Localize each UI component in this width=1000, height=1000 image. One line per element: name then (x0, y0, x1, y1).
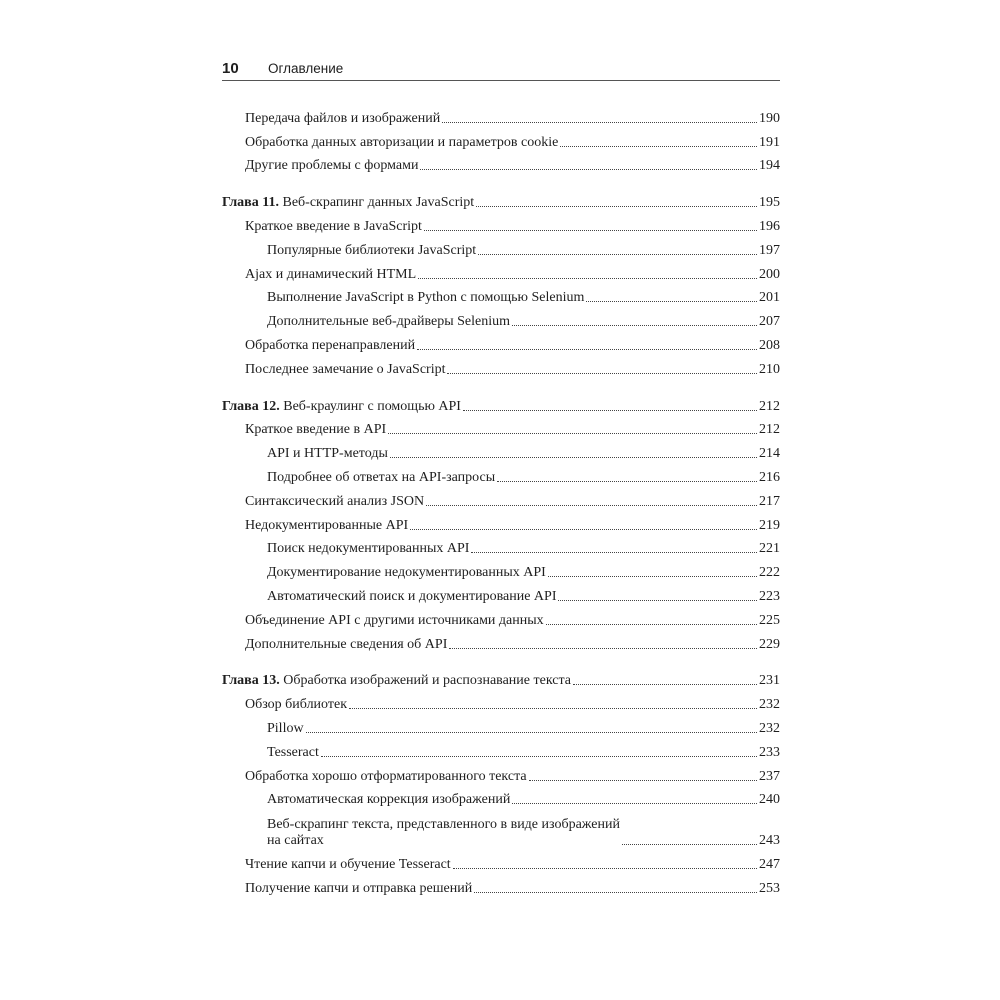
toc-entry (222, 629, 780, 653)
toc-entry-title: Другие проблемы с формами (245, 158, 419, 174)
toc-entry-title: Обработка данных авторизации и параметров cookie (245, 134, 559, 150)
toc-entry-page: 214 (759, 446, 780, 462)
toc-entry-title: Автоматический поиск и документирование API (267, 588, 557, 604)
toc-entry (222, 510, 780, 534)
toc-entry-page: 247 (759, 857, 780, 873)
dot-leader (474, 892, 757, 893)
chapter-title (222, 399, 461, 415)
toc-entry-page: 222 (759, 565, 780, 581)
toc-entry (222, 557, 780, 581)
page-number: 10 (222, 60, 239, 77)
toc-entry-title: Подробнее об ответах на API-запросы (267, 469, 496, 485)
toc-entry-title: Автоматическая коррекция изображений (267, 792, 511, 808)
dot-leader (529, 780, 757, 781)
toc-entry-page: 229 (759, 636, 780, 652)
toc-entry-page: 197 (759, 242, 780, 258)
toc-entry (222, 581, 780, 605)
toc-entry-title: Получение капчи и отправка решений (245, 880, 473, 896)
dot-leader (546, 624, 757, 625)
toc-entry-page: 191 (759, 134, 780, 150)
toc-entry-page: 243 (759, 833, 780, 849)
dot-leader (442, 122, 757, 123)
table-of-contents (222, 103, 780, 897)
toc-entry-page: 225 (759, 612, 780, 628)
toc-entry (222, 127, 780, 151)
dot-leader (306, 732, 757, 733)
dot-leader (548, 576, 757, 577)
dot-leader (449, 648, 757, 649)
toc-entry-page: 253 (759, 880, 780, 896)
toc-entry-page: 232 (759, 720, 780, 736)
toc-entry-page: 208 (759, 337, 780, 353)
toc-entry (222, 849, 780, 873)
toc-entry-page: 194 (759, 158, 780, 174)
dot-leader (471, 552, 757, 553)
toc-entry (222, 713, 780, 737)
toc-entry (222, 808, 780, 849)
dot-leader (478, 254, 757, 255)
dot-leader (463, 410, 757, 411)
toc-chapter-11 (222, 187, 780, 211)
chapter-name: Веб-краулинг с помощью API (279, 398, 461, 414)
dot-leader (388, 433, 757, 434)
dot-leader (497, 481, 757, 482)
toc-chapter-12 (222, 391, 780, 415)
toc-entry-page: 201 (759, 290, 780, 306)
toc-entry (222, 211, 780, 235)
toc-entry-title: Tesseract (267, 744, 319, 760)
toc-entry-title: Выполнение JavaScript в Python с помощью Selenium (267, 290, 585, 306)
chapter-title (222, 195, 474, 211)
toc-entry-title: Дополнительные веб-драйверы Selenium (267, 314, 511, 330)
toc-entry-page: 237 (759, 768, 780, 784)
toc-entry-title: Последнее замечание о JavaScript (245, 361, 446, 377)
dot-leader (586, 301, 757, 302)
dot-leader (622, 844, 757, 845)
toc-entry-page: 190 (759, 110, 780, 126)
toc-entry (222, 486, 780, 510)
toc-entry (222, 737, 780, 761)
toc-entry (222, 873, 780, 897)
toc-entry (222, 259, 780, 283)
dot-leader (558, 600, 757, 601)
toc-entry (222, 761, 780, 785)
toc-chapter-13 (222, 666, 780, 690)
toc-entry (222, 462, 780, 486)
toc-entry (222, 330, 780, 354)
toc-entry (222, 354, 780, 378)
toc-entry (222, 415, 780, 439)
toc-entry (222, 306, 780, 330)
toc-entry-title (267, 817, 620, 849)
chapter-name: Веб-скрапинг данных JavaScript (278, 195, 475, 211)
toc-entry (222, 689, 780, 713)
toc-entry-title-line-1: Веб-скрапинг текста, представленного в виде изображений (267, 817, 620, 833)
dot-leader (512, 803, 757, 804)
toc-entry-page: 196 (759, 218, 780, 234)
toc-entry-title: Pillow (267, 720, 304, 736)
toc-entry (222, 605, 780, 629)
dot-leader (573, 684, 757, 685)
toc-entry-page: 233 (759, 744, 780, 760)
toc-entry-title: Недокументированные API (245, 517, 409, 533)
toc-entry-page: 195 (759, 195, 780, 211)
toc-entry (222, 534, 780, 558)
chapter-title (222, 673, 571, 689)
dot-leader (349, 708, 757, 709)
toc-entry-title: Обработка перенаправлений (245, 337, 416, 353)
chapter-name: Обработка изображений и распознавание текста (279, 673, 572, 689)
toc-entry-title: Дополнительные сведения об API (245, 636, 448, 652)
dot-leader (390, 457, 757, 458)
dot-leader (476, 206, 757, 207)
running-title: Оглавление (268, 61, 344, 76)
dot-leader (420, 169, 757, 170)
toc-entry-page: 212 (759, 398, 780, 414)
toc-entry-title: Популярные библиотеки JavaScript (267, 242, 477, 258)
dot-leader (560, 146, 757, 147)
toc-entry-page: 200 (759, 266, 780, 282)
chapter-label: Глава 12. (222, 398, 280, 414)
toc-entry-page: 207 (759, 314, 780, 330)
toc-entry (222, 438, 780, 462)
toc-entry-title: API и HTTP-методы (267, 446, 388, 462)
toc-entry (222, 151, 780, 175)
toc-entry (222, 283, 780, 307)
toc-entry-title: Документирование недокументированных API (267, 565, 546, 581)
dot-leader (447, 373, 757, 374)
toc-entry-title: Объединение API с другими источниками данных (245, 612, 544, 628)
toc-entry-page: 240 (759, 792, 780, 808)
toc-entry-page: 232 (759, 697, 780, 713)
toc-entry (222, 235, 780, 259)
dot-leader (417, 349, 757, 350)
toc-entry-title: Синтаксический анализ JSON (245, 493, 425, 509)
dot-leader (418, 278, 757, 279)
toc-entry-title: Краткое введение в API (245, 422, 387, 438)
toc-entry (222, 785, 780, 809)
toc-entry-title: Поиск недокументированных API (267, 541, 470, 557)
dot-leader (453, 868, 757, 869)
dot-leader (426, 505, 757, 506)
toc-entry-page: 223 (759, 588, 780, 604)
toc-entry-page: 221 (759, 541, 780, 557)
running-header (222, 58, 780, 81)
toc-entry-page: 219 (759, 517, 780, 533)
toc-entry-page: 210 (759, 361, 780, 377)
dot-leader (424, 230, 757, 231)
toc-entry-title: Обработка хорошо отформатированного текста (245, 768, 527, 784)
chapter-label: Глава 13. (222, 673, 280, 689)
chapter-label: Глава 11. (222, 195, 279, 211)
toc-entry-title: Ajax и динамический HTML (245, 266, 417, 282)
toc-entry-page: 231 (759, 673, 780, 689)
dot-leader (410, 529, 757, 530)
dot-leader (512, 325, 757, 326)
toc-entry (222, 103, 780, 127)
toc-entry-page: 217 (759, 493, 780, 509)
toc-entry-title: Краткое введение в JavaScript (245, 218, 422, 234)
toc-entry-title: Обзор библиотек (245, 697, 347, 713)
toc-entry-title: Чтение капчи и обучение Tesseract (245, 857, 451, 873)
toc-entry-title: Передача файлов и изображений (245, 110, 441, 126)
dot-leader (321, 756, 757, 757)
toc-entry-page: 212 (759, 422, 780, 438)
toc-entry-page: 216 (759, 469, 780, 485)
toc-entry-title-line-2: на сайтах (267, 833, 324, 849)
